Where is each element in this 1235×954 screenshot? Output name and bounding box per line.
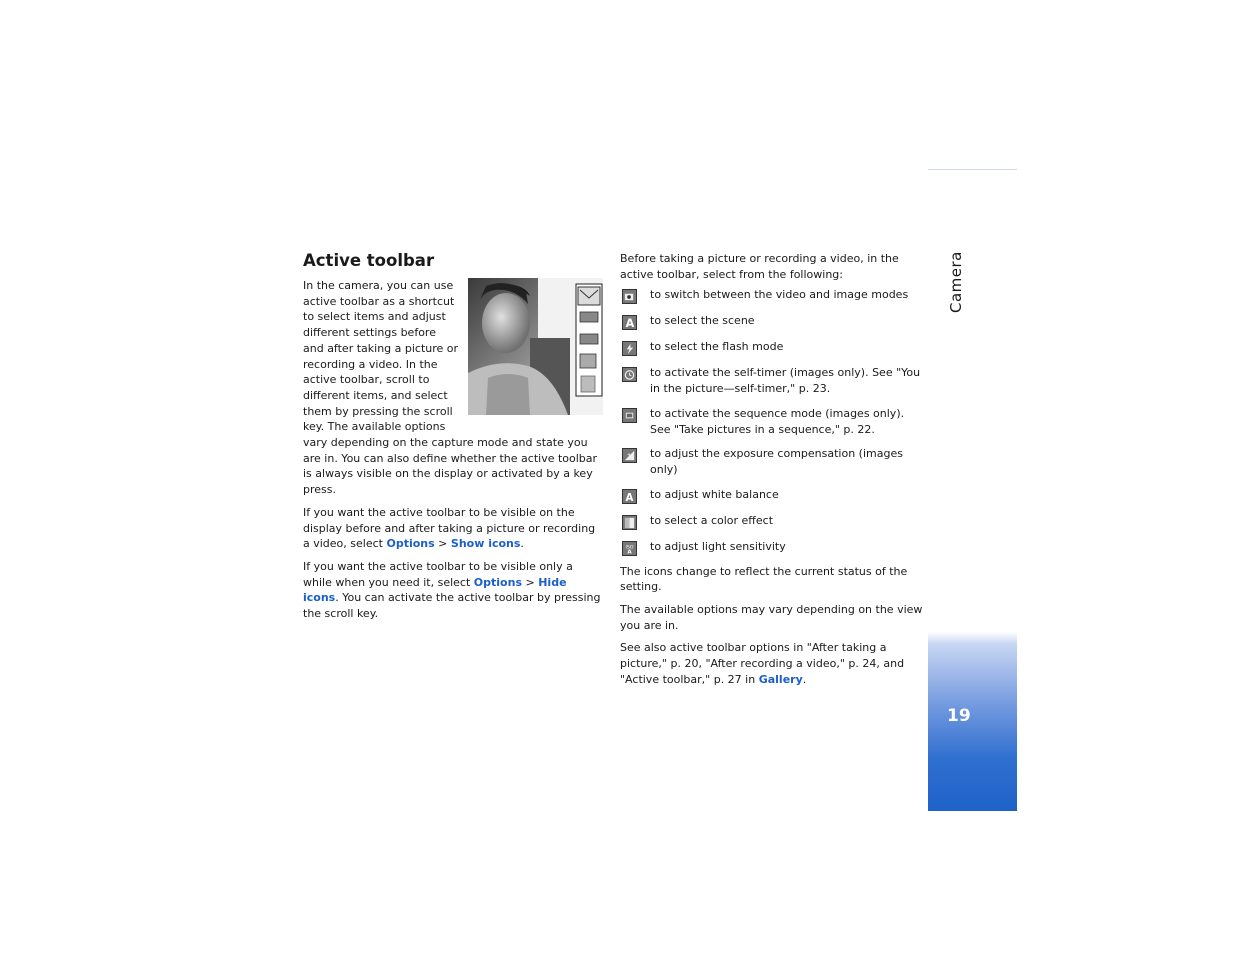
toolbar-screenshot-photo bbox=[468, 278, 603, 415]
hide-icons-link[interactable]: Hide icons bbox=[303, 575, 567, 605]
period: . bbox=[520, 537, 524, 551]
toolbar-item-description: to adjust light sensitivity bbox=[650, 539, 786, 553]
sequence-icon bbox=[622, 408, 637, 423]
chapter-sidebar bbox=[928, 169, 1017, 811]
toolbar-item-description: to activate the sequence mode (images only). See "Take pictures in a sequence," p. 22. bbox=[650, 406, 905, 436]
svg-text:A: A bbox=[627, 549, 632, 555]
scene-icon bbox=[622, 315, 637, 330]
toolbar-item-scene bbox=[620, 313, 923, 330]
status-note: The icons change to reflect the current status of the setting. bbox=[620, 564, 908, 594]
light-sensitivity-icon bbox=[622, 541, 637, 556]
options-link[interactable]: Options bbox=[473, 575, 522, 589]
toolbar-item-description: to switch between the video and image modes bbox=[650, 288, 909, 302]
hide-icons-text: If you want the active toolbar to be visible only a while when you need it, select bbox=[303, 559, 573, 589]
toolbar-item-exposure bbox=[620, 446, 923, 477]
see-also-paragraph bbox=[620, 640, 923, 687]
color-effect-icon bbox=[622, 515, 637, 530]
toolbar-item-description: to select the flash mode bbox=[650, 340, 784, 354]
options-link[interactable]: Options bbox=[386, 537, 435, 551]
flash-icon bbox=[622, 341, 637, 356]
show-icons-link[interactable]: Show icons bbox=[450, 537, 521, 551]
svg-text:A: A bbox=[625, 492, 634, 503]
toolbar-item-sequence bbox=[620, 406, 923, 437]
exposure-icon bbox=[622, 448, 637, 463]
toolbar-item-description: to adjust white balance bbox=[650, 487, 779, 501]
self-timer-icon bbox=[622, 367, 637, 382]
svg-text:ISO: ISO bbox=[625, 545, 634, 551]
show-icons-text: If you want the active toolbar to be visible on the display before and after taking a picture or recording a video, select bbox=[303, 505, 596, 551]
toolbar-item-self-timer bbox=[620, 365, 923, 396]
see-also-text: See also active toolbar options in "After taking a picture," p. 20, "After recording a video," p. 24, and "Active toolbar," p. 27 in bbox=[620, 641, 905, 686]
toolbar-item-color-effect bbox=[620, 513, 923, 530]
toolbar-item-description: to activate the self-timer (images only). See "You in the picture—self-timer," p. 23. bbox=[650, 366, 921, 396]
page-number: 19 bbox=[947, 706, 971, 726]
toolbar-item-description: to select a color effect bbox=[650, 513, 774, 527]
svg-text:A: A bbox=[625, 317, 635, 330]
toolbar-intro: Before taking a picture or recording a video, in the active toolbar, select from the following: bbox=[620, 252, 899, 281]
intro-text-start: In the camera, you can use active toolbar as a shortcut to select items and adjust different settings before and after taking a picture or recording a video. In the active toolbar, scroll to different items, and select them by pressing the scroll key. The available options bbox=[303, 279, 459, 434]
camera-mode-icon bbox=[622, 289, 637, 304]
toolbar-item-light-sensitivity bbox=[620, 539, 923, 556]
white-balance-icon bbox=[622, 489, 637, 504]
toolbar-item-list bbox=[620, 287, 923, 555]
chapter-label bbox=[947, 251, 967, 315]
menu-separator: > bbox=[522, 575, 539, 589]
toolbar-item-flash bbox=[620, 339, 923, 356]
hide-icons-paragraph bbox=[303, 559, 603, 622]
toolbar-item-camera-mode bbox=[620, 287, 923, 304]
svg-text:+: + bbox=[626, 452, 632, 459]
left-column bbox=[303, 250, 603, 629]
chapter-title: Camera bbox=[947, 251, 965, 313]
options-note: The available options may vary depending on the view you are in. bbox=[620, 603, 923, 632]
toolbar-item-description: to adjust the exposure compensation (images only) bbox=[650, 447, 903, 476]
hide-icons-text-end: . You can activate the active toolbar by pressing the scroll key. bbox=[303, 591, 601, 621]
right-column bbox=[620, 251, 923, 695]
period: . bbox=[802, 672, 807, 686]
gallery-link[interactable]: Gallery bbox=[758, 672, 803, 686]
show-icons-paragraph bbox=[303, 505, 603, 552]
toolbar-item-white-balance bbox=[620, 487, 923, 504]
section-title: Active toolbar bbox=[303, 251, 435, 270]
intro-text-end: vary depending on the capture mode and state you are in. You can also define whether the active toolbar is always visible on the display or activated by a key press. bbox=[303, 436, 598, 497]
menu-separator: > bbox=[434, 537, 451, 551]
toolbar-item-description: to select the scene bbox=[650, 314, 755, 328]
